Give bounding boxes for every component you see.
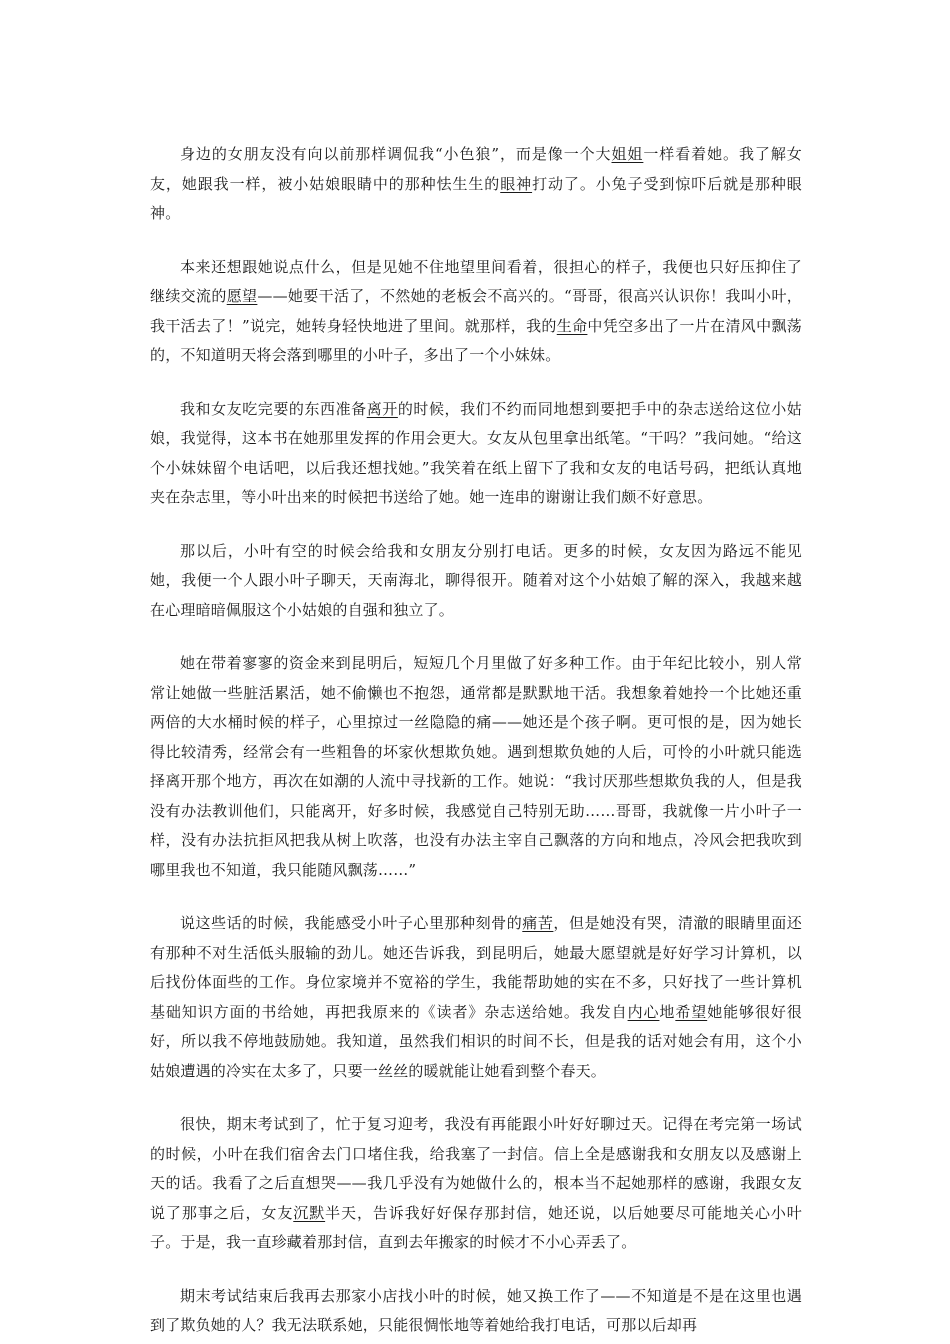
text-run: 那以后，小叶有空的时候会给我和女朋友分别打电话。更多的时候，女友因为路远不能见她，我便一个人跟小叶子聊天，天南海北，聊得很开。随着对这个小姑娘了解的深入，我越来越在心理暗暗佩服这个小姑娘的自强和独立了。 xyxy=(150,541,802,619)
text-run: 期末考试结束后我再去那家小店找小叶的时候，她又换工作了——不知道是不是在这里也遇到了欺负她的人？我无法联系她，只能很惆怅地等着她给我打电话，可那以后却再 xyxy=(150,1286,802,1334)
paragraph-8 xyxy=(150,1282,802,1341)
paragraph-5 xyxy=(150,649,802,885)
text-run: 说这些话的时候，我能感受小叶子心里那种刻骨的 xyxy=(180,914,523,932)
link-tongku[interactable]: 痛苦 xyxy=(522,914,554,932)
text-run: ——她要干活了，不然她的老板会不高兴的。“哥哥，很高兴认识你！我叫小叶，我干活去了！”说完，她转身轻快地进了里间。就那样，我的 xyxy=(150,287,802,335)
link-shengming[interactable]: 生命 xyxy=(556,316,588,335)
paragraph-6 xyxy=(150,909,802,1086)
paragraph-7 xyxy=(150,1110,802,1258)
paragraph-1 xyxy=(150,140,802,229)
text-run: 身边的女朋友没有向以前那样调侃我“小色狼”，而是像一个大 xyxy=(180,145,612,163)
text-run: 很快，期末考试到了，忙于复习迎考，我没有再能跟小叶好好聊过天。记得在考完第一场试的时候，小叶在我们宿舍去门口堵住我，给我塞了一封信。信上全是感谢我和女朋友以及感谢上天的话。我看了之后直想哭——我几乎没有为她做什么的，根本当不起她那样的感谢，我跟女友说了那事之后，女友 xyxy=(150,1115,802,1222)
link-yuanwang[interactable]: 愿望 xyxy=(226,287,258,305)
text-run: 打动了。小兔子受到惊吓后就是那种眼神。 xyxy=(150,174,802,222)
text-run: 我和女友吃完要的东西准备 xyxy=(180,399,367,418)
text-run: 半天，告诉我好好保存那封信，她还说，以后她要尽可能地关心小叶子。于是，我一直珍藏着那封信，直到去年搬家的时候才不小心弄丢了。 xyxy=(150,1203,802,1251)
text-run: 中凭空多出了一片在清风中飘荡的，不知道明天将会落到哪里的小叶子，多出了一个小妹妹。 xyxy=(150,316,802,364)
paragraph-2 xyxy=(150,253,802,371)
link-neixin[interactable]: 内心 xyxy=(627,1002,660,1021)
text-run: 一样看着她。我了解女友，她跟我一样，被小姑娘眼睛中的那种怯生生的 xyxy=(150,145,802,193)
link-jiejie[interactable]: 姐姐 xyxy=(611,145,644,163)
text-run: 她能够很好很好，所以我不停地鼓励她。我知道，虽然我们相识的时间不长，但是我的话对她会有用，这个小姑娘遭遇的冷实在太多了，只要一丝丝的暖就能让她看到整个春天。 xyxy=(150,1002,802,1080)
text-run: 的时候，我们不约而同地想到要把手中的杂志送给这位小姑娘，我觉得，这本书在她那里发挥的作用会更大。女友从包里拿出纸笔。“干吗？”我问她。“给这个小妹妹留个电话吧，以后我还想找她。”我笑着在纸上留下了我和女友的电话号码，把纸认真地夹在杂志里，等小叶出来的时候把书送给了她。她一连串的谢谢让我们颇不好意思。 xyxy=(150,399,803,506)
text-run: ，但是她没有哭，清澈的眼睛里面还有那种不对生活低头服输的劲儿。她还告诉我，到昆明后，她最大愿望就是好好学习计算机，以后找份体面些的工作。身位家境并不宽裕的学生，我能帮助她的实在不多，只好找了一些计算机基础知识方面的书给她，再把我原来的《读者》杂志送给她。我发自 xyxy=(150,914,803,1021)
text-run: 本来还想跟她说点什么，但是见她不住地望里间看着，很担心的样子，我便也只好压抑住了继续交流的 xyxy=(150,257,802,305)
article-body xyxy=(150,140,802,1341)
link-yanshen[interactable]: 眼神 xyxy=(500,174,533,193)
text-run: 地 xyxy=(659,1002,676,1021)
paragraph-3 xyxy=(150,395,802,513)
link-xiwang[interactable]: 希望 xyxy=(675,1002,708,1021)
text-run: 她在带着寥寥的资金来到昆明后，短短几个月里做了好多种工作。由于年纪比较小，别人常常让她做一些脏活累活，她不偷懒也不抱怨，通常都是默默地干活。我想象着她拎一个比她还重两倍的大水桶时候的样子，心里掠过一丝隐隐的痛——她还是个孩子啊。更可恨的是，因为她长得比较清秀，经常会有一些粗鲁的坏家伙想欺负她。遇到想欺负她的人后，可怜的小叶就只能选择离开那个地方，再次在如潮的人流中寻找新的工作。她说：“我讨厌那些想欺负我的人，但是我没有办法教训他们，只能离开，好多时候，我感觉自己特别无助……哥哥，我就像一片小叶子一样，没有办法抗拒风把我从树上吹落，也没有办法主宰自己飘落的方向和地点，冷风会把我吹到哪里我也不知道，我只能随风飘荡……” xyxy=(150,654,802,879)
link-likai[interactable]: 离开 xyxy=(366,399,398,418)
paragraph-4 xyxy=(150,537,802,626)
link-chenmo[interactable]: 沉默 xyxy=(293,1203,326,1222)
